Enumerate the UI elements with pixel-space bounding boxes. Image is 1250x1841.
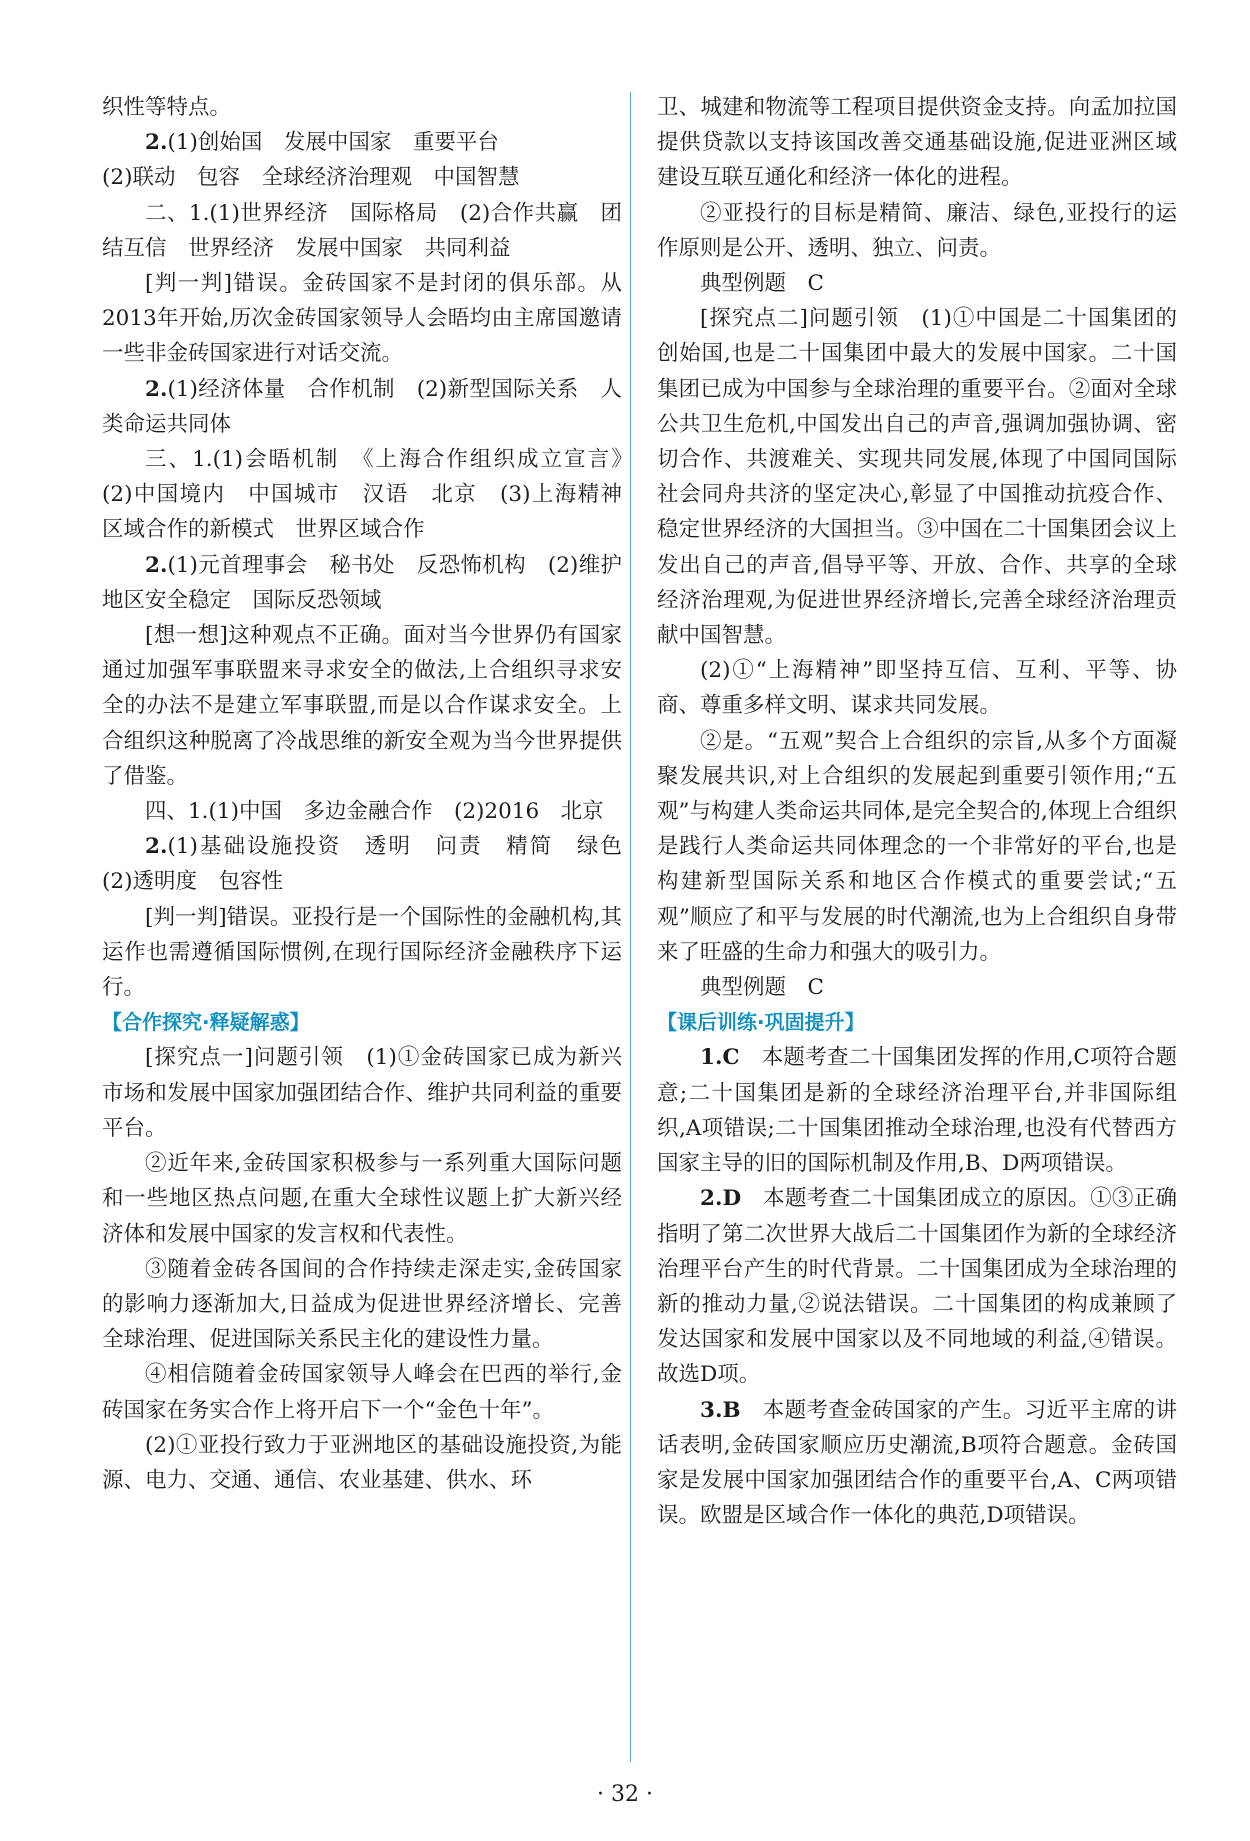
paragraph-text: (1)创始国 发展中国家 重要平台: [167, 130, 499, 156]
paragraph: [探究点二]问题引领 (1)①中国是二十国集团的创始国,也是二十国集团中最大的发展中国家。二十国集团已成为中国参与全球治理的重要平台。②面对全球公共卫生危机,中国发出自己的声音,强调加强协调、密切合作、共渡难关、实现共同发展,体现了中国同国际社会同舟共济的坚定决心,彰显了中国推动抗疫合作、稳定世界经济的大国担当。③中国在二十国集团会议上发出自己的声音,倡导平等、开放、合作、共享的全球经济治理观,为促进世界经济增长,完善全球经济治理贡献中国智慧。: [657, 306, 1177, 649]
page-number: · 32 ·: [597, 1782, 653, 1807]
item-number: 3.B: [700, 1397, 741, 1423]
paragraph: (2)联动 包容 全球经济治理观 中国智慧: [102, 165, 520, 191]
paragraph: ③随着金砖各国间的合作持续走深走实,金砖国家的影响力逐渐加大,日益成为促进世界经济增长、完善全球治理、促进国际关系民主化的建设性力量。: [102, 1256, 622, 1353]
paragraph: ②亚投行的目标是精简、廉洁、绿色,亚投行的运作原则是公开、透明、独立、问责。: [657, 200, 1177, 261]
paragraph-text: (1)元首理事会 秘书处 反恐怖机构 (2)维护地区安全稳定 国际反恐领域: [102, 552, 622, 613]
paragraph: ②是。“五观”契合上合组织的宗旨,从多个方面凝聚发展共识,对上合组织的发展起到重要引领作用;“五观”与构建人类命运共同体,是完全契合的,体现上合组织是践行人类命运共同体理念的一个非常好的平台,也是构建新型国际关系和地区合作模式的重要尝试;“五观”顺应了和平与发展的时代潮流,也为上合组织自身带来了旺盛的生命力和强大的吸引力。: [657, 728, 1177, 965]
item-number: 2.: [145, 552, 168, 578]
item-number: 2.D: [700, 1186, 742, 1212]
paragraph: [102, 829, 644, 899]
paragraph: 织性等特点。: [102, 95, 232, 120]
paragraph-text: (1)基础设施投资 透明 问责 精简 绿色 (2)透明度 包容性: [102, 834, 644, 895]
item-number: 2.: [145, 376, 168, 402]
paragraph: 卫、城建和物流等工程项目提供资金支持。向孟加拉国提供贷款以支持该国改善交通基础设施,促进亚洲区域建设互联互通化和经济一体化的进程。: [657, 95, 1177, 191]
paragraph: 四、1.(1)中国 多边金融合作 (2)2016 北京: [145, 799, 604, 825]
paragraph: [判一判]错误。亚投行是一个国际性的金融机构,其运作也需遵循国际惯例,在现行国际经济金融秩序下运行。: [102, 904, 622, 1001]
item-number: 1.C: [700, 1045, 740, 1071]
left-column: [102, 90, 644, 1498]
paragraph: [想一想]这种观点不正确。面对当今世界仍有国家通过加强军事联盟来寻求安全的做法,上合组织寻求安全的办法不是建立军事联盟,而是以合作谋求安全。上合组织这种脱离了冷战思维的新安全观为当今世界提供了借鉴。: [102, 623, 622, 789]
paragraph: [102, 548, 622, 618]
paragraph: 典型例题 C: [700, 271, 824, 297]
paragraph-text: 本题考查金砖国家的产生。习近平主席的讲话表明,金砖国家顺应历史潮流,B项符合题意。金砖国家是发展中国家加强团结合作的重要平台,A、C两项错误。欧盟是区域合作一体化的典范,D项错误。: [657, 1397, 1177, 1529]
paragraph: (2)①亚投行致力于亚洲地区的基础设施投资,为能源、电力、交通、通信、农业基建、供水、环: [102, 1432, 622, 1493]
paragraph-text: (1)经济体量 合作机制 (2)新型国际关系 人类命运共同体: [102, 376, 622, 437]
paragraph-text: 本题考查二十国集团发挥的作用,C项符合题意;二十国集团是新的全球经济治理平台,并非国际组织,A项错误;二十国集团推动全球治理,也没有代替西方国家主导的旧的国际机制及作用,B、D两项错误。: [657, 1045, 1177, 1177]
section-heading: 【合作探究·释疑解惑】: [102, 1010, 310, 1035]
paragraph: [657, 1181, 1177, 1392]
paragraph: ②近年来,金砖国家积极参与一系列重大国际问题和一些地区热点问题,在重大全球性议题上扩大新兴经济体和发展中国家的发言权和代表性。: [102, 1151, 622, 1247]
paragraph: (2)①“上海精神”即坚持互信、互利、平等、协商、尊重多样文明、谋求共同发展。: [657, 658, 1177, 719]
paragraph: ④相信随着金砖国家领导人峰会在巴西的举行,金砖国家在务实合作上将开启下一个“金色十年”。: [102, 1362, 622, 1423]
item-number: 2.: [145, 834, 168, 860]
right-column: [657, 90, 1177, 1533]
paragraph: [102, 125, 622, 160]
paragraph: [657, 1393, 1177, 1534]
item-number: 2.: [145, 130, 168, 156]
paragraph: 三、1.(1)会晤机制 《上海合作组织成立宣言》 (2)中国境内 中国城市 汉语 北京 (3)上海精神 区域合作的新模式 世界区域合作: [102, 447, 644, 543]
column-divider: [630, 92, 631, 1762]
paragraph: [探究点一]问题引领 (1)①金砖国家已成为新兴市场和发展中国家加强团结合作、维护共同利益的重要平台。: [102, 1045, 622, 1141]
paragraph: [657, 1040, 1177, 1181]
section-heading: 【课后训练·巩固提升】: [657, 1010, 865, 1035]
paragraph: [判一判]错误。金砖国家不是封闭的俱乐部。从2013年开始,历次金砖国家领导人会晤均由主席国邀请一些非金砖国家进行对话交流。: [102, 271, 622, 367]
paragraph: 典型例题 C: [700, 975, 824, 1001]
paragraph: 二、1.(1)世界经济 国际格局 (2)合作共赢 团结互信 世界经济 发展中国家 共同利益: [102, 200, 622, 261]
paragraph-text: 本题考查二十国集团成立的原因。①③正确指明了第二次世界大战后二十国集团作为新的全球经济治理平台产生的时代背景。二十国集团成为全球治理的新的推动力量,②说法错误。二十国集团的构成兼顾了发达国家和发展中国家以及不同地域的利益,④错误。故选D项。: [657, 1186, 1177, 1388]
paragraph: [102, 372, 622, 442]
